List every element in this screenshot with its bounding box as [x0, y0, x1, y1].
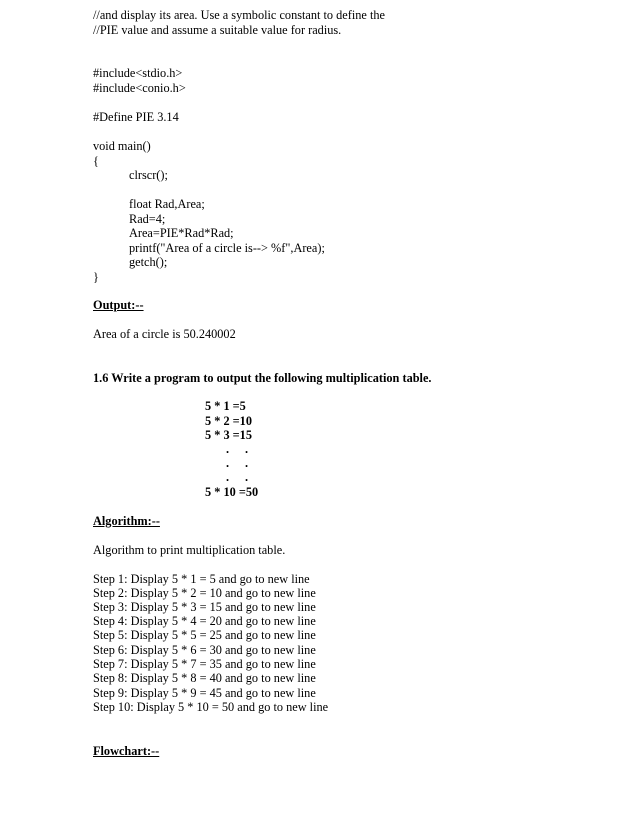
define-pie: #Define PIE 3.14 — [93, 110, 179, 124]
ellipsis-dot: . — [226, 442, 230, 456]
comment-line-2: //PIE value and assume a suitable value for radius. — [93, 23, 342, 37]
include-stdio: #include<stdio.h> — [93, 66, 183, 80]
problem-heading: 1.6 Write a program to output the following multiplication table. — [93, 371, 432, 385]
code-line-5: getch(); — [129, 255, 168, 269]
close-brace: } — [93, 270, 99, 284]
flowchart-heading: Flowchart:-- — [93, 744, 160, 758]
ellipsis-dot: . — [245, 456, 249, 470]
output-text: Area of a circle is 50.240002 — [93, 327, 236, 341]
code-line-1: float Rad,Area; — [129, 197, 205, 211]
table-row-2: 5 * 2 =10 — [205, 414, 252, 428]
algorithm-step: Step 8: Display 5 * 8 = 40 and go to new line — [93, 671, 316, 685]
ellipsis-dot: . — [226, 470, 230, 484]
main-signature: void main() — [93, 139, 151, 153]
output-heading: Output:-- — [93, 298, 144, 312]
code-line-4: printf("Area of a circle is--> %f",Area); — [129, 241, 325, 255]
ellipsis-dot: . — [245, 470, 249, 484]
algorithm-step: Step 6: Display 5 * 6 = 30 and go to new line — [93, 643, 316, 657]
code-line-2: Rad=4; — [129, 212, 166, 226]
table-row-1: 5 * 1 =5 — [205, 399, 246, 413]
code-clrscr: clrscr(); — [129, 168, 168, 182]
algorithm-step: Step 7: Display 5 * 7 = 35 and go to new line — [93, 657, 316, 671]
algorithm-step: Step 9: Display 5 * 9 = 45 and go to new line — [93, 686, 316, 700]
code-line-3: Area=PIE*Rad*Rad; — [129, 226, 234, 240]
algorithm-step: Step 4: Display 5 * 4 = 20 and go to new line — [93, 614, 316, 628]
algorithm-intro: Algorithm to print multiplication table. — [93, 543, 286, 557]
comment-line-1: //and display its area. Use a symbolic constant to define the — [93, 8, 385, 22]
algorithm-step: Step 3: Display 5 * 3 = 15 and go to new line — [93, 600, 316, 614]
algorithm-step: Step 2: Display 5 * 2 = 10 and go to new line — [93, 586, 316, 600]
algorithm-heading: Algorithm:-- — [93, 514, 160, 528]
algorithm-step: Step 5: Display 5 * 5 = 25 and go to new line — [93, 628, 316, 642]
algorithm-step: Step 1: Display 5 * 1 = 5 and go to new line — [93, 572, 310, 586]
table-row-last: 5 * 10 =50 — [205, 485, 259, 499]
table-row-3: 5 * 3 =15 — [205, 428, 252, 442]
ellipsis-dot: . — [245, 442, 249, 456]
open-brace: { — [93, 154, 99, 168]
ellipsis-dot: . — [226, 456, 230, 470]
algorithm-step: Step 10: Display 5 * 10 = 50 and go to new line — [93, 700, 329, 714]
include-conio: #include<conio.h> — [93, 81, 186, 95]
